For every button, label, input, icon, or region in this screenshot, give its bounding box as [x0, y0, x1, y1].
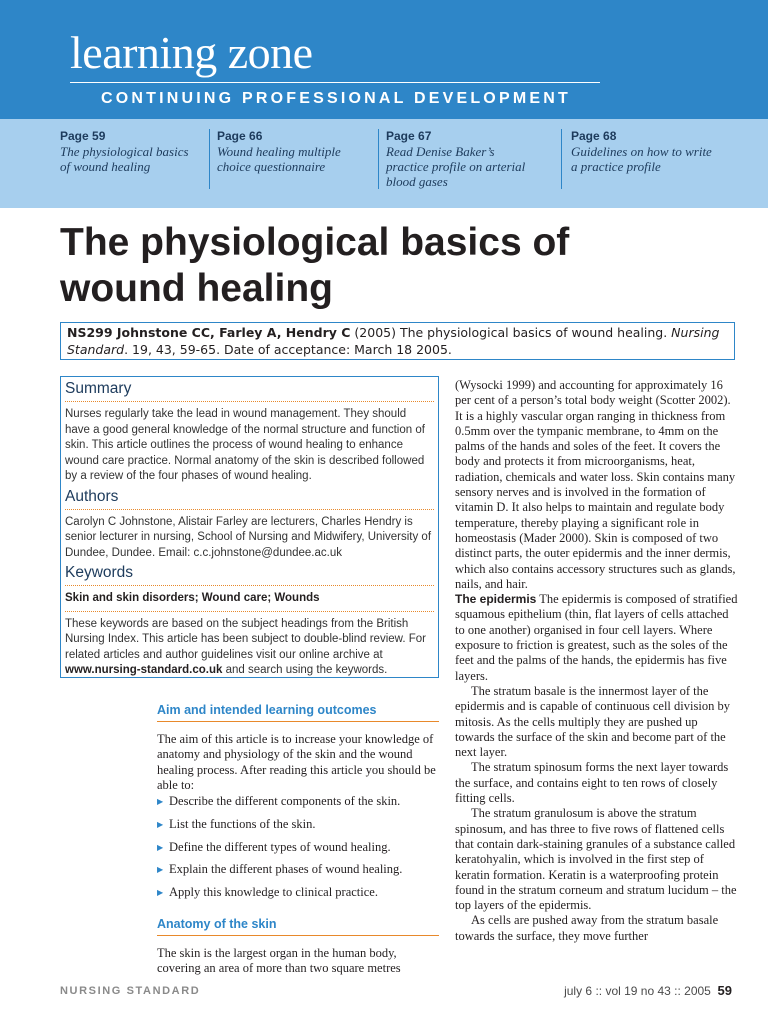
nav-item-page-59[interactable] — [60, 129, 189, 174]
article-title — [60, 220, 700, 312]
nav-page-desc: The physiological basics — [60, 144, 189, 159]
outcome-text: Explain the different phases of wound healing. — [169, 862, 403, 876]
nav-page-desc: Wound healing multiple — [217, 144, 341, 159]
footer-issue-info — [564, 983, 732, 998]
summary-box — [60, 376, 439, 678]
right-column-body — [455, 378, 739, 944]
nav-page-number: Page 68 — [571, 129, 617, 143]
nav-item-page-67[interactable] — [386, 129, 525, 189]
nav-page-number: Page 67 — [386, 129, 432, 143]
article-title-line: wound healing — [60, 267, 333, 310]
nav-page-desc: Guidelines on how to write — [571, 144, 712, 159]
outcome-item — [157, 817, 316, 832]
anatomy-section — [157, 916, 439, 977]
outcome-item — [157, 862, 402, 877]
nav-page-desc: Read Denise Baker’s — [386, 144, 495, 159]
section-title: learning zone — [70, 27, 313, 78]
header-banner — [0, 0, 768, 119]
summary-text: Nurses regularly take the lead in wound management. They should have a good general knowledge of the normal structure and function of skin. This article outlines the process of wound healing to enhance wound care practice. Normal anatomy of the skin is described followed by a review of the four phases of wound healing. — [65, 408, 425, 482]
nav-page-desc: a practice profile — [571, 159, 661, 174]
nav-page-desc: blood gases — [386, 174, 448, 189]
body-paragraph: As cells are pushed away from the stratum basale towards the surface, they move further — [455, 913, 719, 943]
citation-details: . 19, 43, 59-65. Date of acceptance: March 18 2005. — [124, 342, 452, 357]
keywords-list: Skin and skin disorders; Wound care; Wounds — [65, 591, 434, 612]
aims-intro: The aim of this article is to increase your knowledge of anatomy and physiology of the skin and the wound healing process. After reading this article you should be able to: — [157, 732, 436, 792]
outcome-text: Describe the different components of the skin. — [169, 794, 401, 808]
citation-code-authors: NS299 Johnstone CC, Farley A, Hendry C — [67, 325, 351, 340]
header-rule — [70, 82, 600, 83]
aims-section — [157, 702, 439, 793]
outcome-text: Define the different types of wound healing. — [169, 840, 391, 854]
nav-page-desc: choice questionnaire — [217, 159, 326, 174]
section-subtitle: CONTINUING PROFESSIONAL DEVELOPMENT — [101, 90, 571, 107]
aims-heading: Aim and intended learning outcomes — [157, 702, 439, 722]
outcome-item — [157, 885, 378, 900]
footer-journal-name: NURSING STANDARD — [60, 985, 201, 997]
nav-divider — [561, 129, 562, 189]
body-paragraph: The stratum spinosum forms the next layer towards the surface, and contains eight to ten rows of closely fitting cells. — [455, 760, 729, 806]
citation-box — [60, 322, 735, 360]
paragraph-text: The epidermis is composed of stratified squamous epithelium (thin, flat layers of cells attached to one another) organised in four cell layers. Where exposure to friction is greatest, such as the soles of the feet and the palms of the hands, the epidermis has five layers. — [455, 592, 738, 683]
article-title-line: The physiological basics of — [60, 221, 570, 264]
outcome-item — [157, 840, 391, 855]
keywords-note: These keywords are based on the subject headings from the British Nursing Index. This article has been subject to double-blind review. For related articles and author guidelines visit our online archive at — [65, 617, 426, 661]
outcome-text: Apply this knowledge to clinical practice. — [169, 885, 378, 899]
page-navigation — [0, 119, 768, 208]
anatomy-text: The skin is the largest organ in the human body, covering an area of more than two square metres — [157, 946, 401, 976]
citation-journal: Nursing Standard — [67, 325, 720, 357]
nav-page-number: Page 66 — [217, 129, 263, 143]
page-number: 59 — [717, 983, 732, 998]
keywords-text — [65, 617, 434, 679]
outcome-item — [157, 794, 400, 809]
keywords-note-tail: and search using the keywords. — [222, 664, 388, 676]
body-paragraph: (Wysocki 1999) and accounting for approximately 16 per cent of a person’s total body weight (Scotter 2002). It is a highly vascular organ ranging in thickness from 0.5mm over the tympanic membrane, to 4mm on the palms of the hands and soles of the feet. It covers the body and protects it from microorganisms, heat, radiation, chemicals and water loss. Skin contains many sensory nerves and is involved in the formation of vitamin D. It also helps to maintain and regulate body temperature, thereby playing a significant role in homeostasis (Mader 2000). Skin is composed of two distinct parts, the outer epidermis and the inner dermis, which also contains accessory structures such as glands, nails, and hair. — [455, 378, 736, 591]
nav-item-page-66[interactable] — [217, 129, 341, 174]
bullet-triangle-icon: ▶ — [157, 888, 164, 897]
nav-divider — [209, 129, 210, 189]
anatomy-heading: Anatomy of the skin — [157, 916, 439, 936]
nav-item-page-68[interactable] — [571, 129, 712, 174]
summary-heading: Summary — [65, 379, 434, 402]
bullet-triangle-icon: ▶ — [157, 843, 164, 852]
citation-year-title: (2005) The physiological basics of wound healing. — [350, 325, 672, 340]
outcome-text: List the functions of the skin. — [169, 817, 316, 831]
archive-link[interactable]: www.nursing-standard.co.uk — [65, 664, 223, 676]
nav-page-number: Page 59 — [60, 129, 106, 143]
subheading-epidermis: The epidermis — [455, 592, 537, 607]
body-paragraph: The stratum basale is the innermost layer of the epidermis and is capable of continuous cell division by mitosis. As the cells multiply they are pushed up towards the surface of the skin and become part of the next layer. — [455, 683, 730, 760]
bullet-triangle-icon: ▶ — [157, 797, 164, 806]
nav-page-desc: of wound healing — [60, 159, 151, 174]
bullet-triangle-icon: ▶ — [157, 820, 164, 829]
body-paragraph — [455, 592, 739, 684]
nav-page-desc: practice profile on arterial — [386, 159, 526, 174]
body-paragraph: The stratum granulosum is above the stratum spinosum, and has three to five rows of flattened cells that contain dark-staining granules of a substance called keratohyalin, which is involved in the first step of keratin formation. Keratin is a waterproofing protein found in the stratum corneum and stratum lucidum – the top layers of the epidermis. — [455, 806, 737, 913]
bullet-triangle-icon: ▶ — [157, 865, 164, 874]
footer-issue-text: july 6 :: vol 19 no 43 :: 2005 — [564, 984, 711, 998]
keywords-heading: Keywords — [65, 563, 434, 586]
authors-heading: Authors — [65, 487, 434, 510]
nav-divider — [378, 129, 379, 189]
authors-text: Carolyn C Johnstone, Alistair Farley are lecturers, Charles Hendry is senior lecturer in nursing, School of Nursing and Midwifery, University of Dundee, Dundee. Email: c.c.johnstone@dundee.ac.uk — [65, 515, 432, 559]
